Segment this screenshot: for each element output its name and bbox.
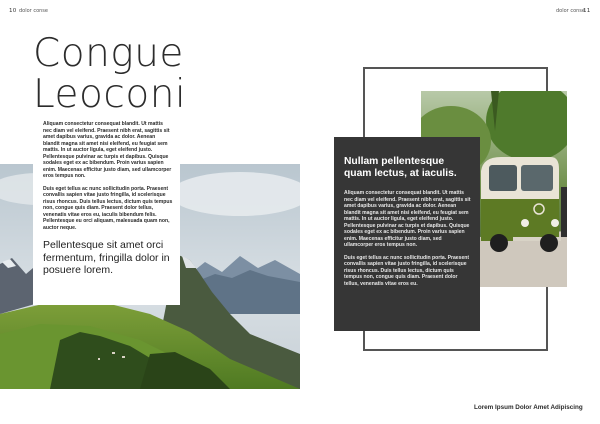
right-running-header: dolor conse <box>556 8 585 14</box>
pull-quote: Pellentesque sit amet orci fermentum, fringilla dolor in posuere lorem. <box>43 239 170 276</box>
right-body-paragraph-1: Aliquam consectetur consequat blandit. Ut mattis nec diam vel eleifend. Praesent nibh erat, sagittis sit amet dapibus varius, gravida ac dolor. Aenean blandit magna sit amet nisi eleifend, eu feugiat sem mattis. In ut auctor ligula, eget eleifend justo. Pellentesque pulvinar ac turpis et dapibus. Quisque sodales eget ex ac bibendum. Proin varius sapien enim. Maecenas efficitur justo diam, sed ullamcorper eros tempus non. <box>344 190 471 248</box>
right-page-number: 11 <box>583 8 591 14</box>
left-page-number: 10 <box>9 8 17 14</box>
right-body-paragraph-2: Duis eget tellus ac nunc sollicitudin porta. Praesent convallis sapien vitae justo fringilla, id scelerisque risus rhoncus. Duis tellus lectus, dictum quis tempus non, congue quis diam. Praesent dolor tellus, venenatis vitae eros eu. <box>344 254 470 287</box>
page-title-line-1: Congue <box>33 31 184 76</box>
right-text-box <box>334 137 480 331</box>
footer-caption: Lorem Ipsum Dolor Amet Adipiscing <box>474 404 583 411</box>
right-heading: Nullam pellentesque quam lectus, at iaculis. <box>344 156 457 179</box>
left-text-box <box>33 117 180 305</box>
page-title-line-2: Leoconi <box>33 72 187 117</box>
left-body-paragraph-1: Aliquam consectetur consequat blandit. Ut mattis nec diam vel eleifend. Praesent nibh erat, sagittis sit amet dapibus varius, gravida ac dolor. Aenean blandit magna sit amet nisi eleifend, eu feugiat sem mattis. In ut auctor ligula, eget eleifend justo. Pellentesque pulvinar ac turpis et dapibus. Quisque sodales eget ex ac bibendum. Proin varius sapien enim. Maecenas efficitur justo diam, sed ullamcorper eros tempus non. <box>43 121 172 179</box>
left-body-paragraph-2: Duis eget tellus ac nunc sollicitudin porta. Praesent convallis sapien vitae justo fringilla, id scelerisque risus rhoncus. Duis tellus lectus, dictum quis tempus non, congue quis diam. Praesent dolor tellus, venenatis vitae eros eu, iaculis bibendum felis. Pellentesque eu orci aliquam, malesuada quam non, auctor neque. <box>43 185 173 231</box>
left-running-header: dolor conse <box>19 8 48 14</box>
